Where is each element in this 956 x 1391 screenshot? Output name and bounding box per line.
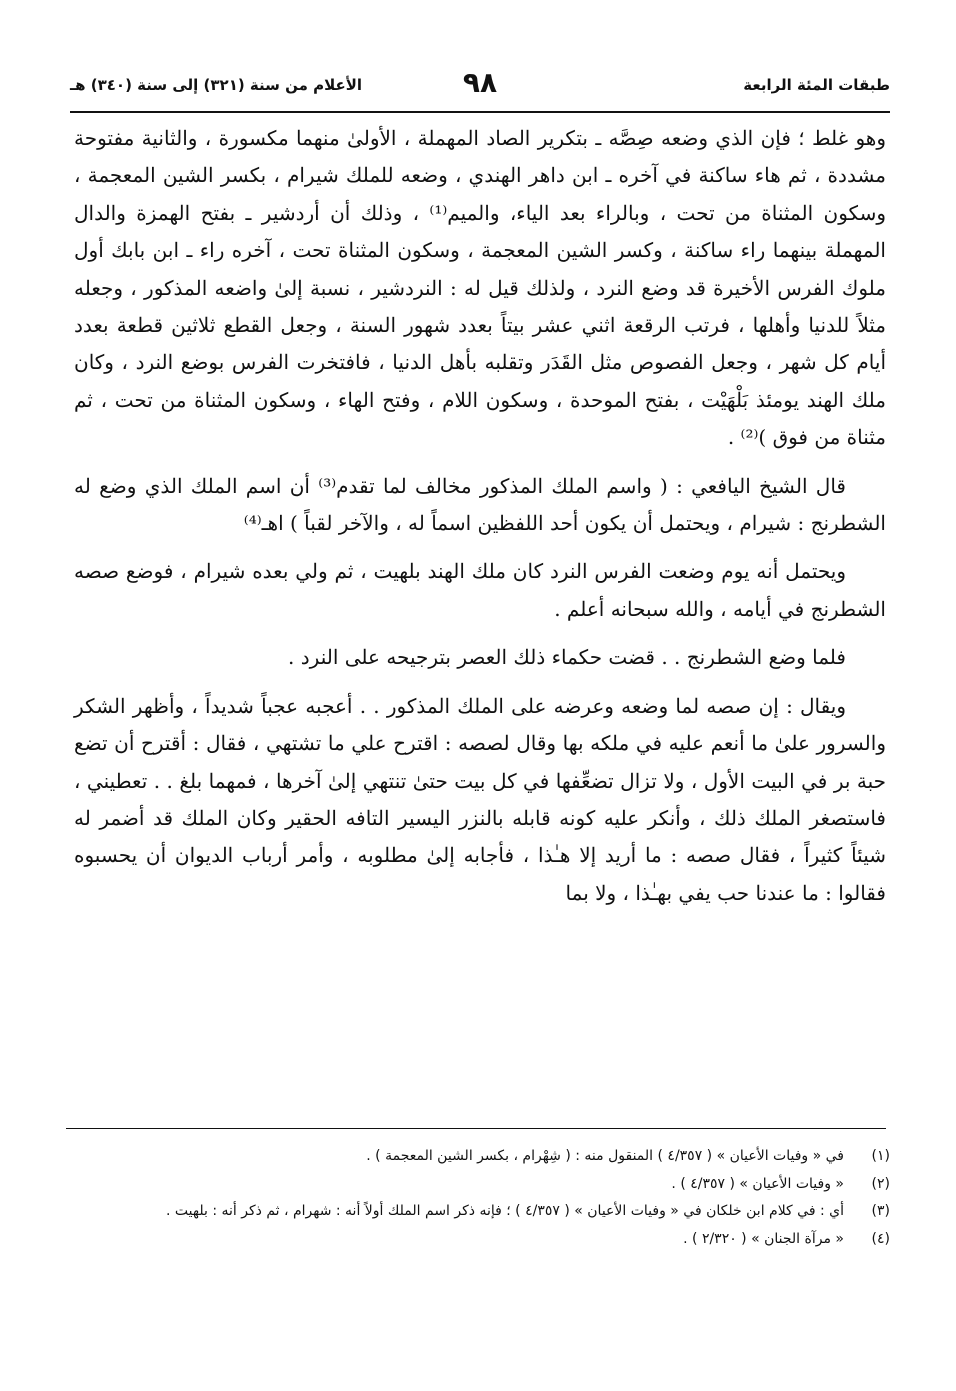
paragraph: ويحتمل أنه يوم وضعت الفرس النرد كان ملك الهند بلهيت ، ثم ولي بعده شيرام ، فوضع صصه الشطرنج في أيامه ، والله سبحانه أعلم .: [74, 559, 886, 621]
footnote-text: في « وفيات الأعيان » ( ٤/٣٥٧ ) المنقول منه : ( شِهْرام ، بكسر الشين المعجمة ) .: [366, 1148, 844, 1164]
header-section-title: طبقات المئة الرابعة: [743, 76, 890, 94]
footnote: [74, 1171, 890, 1199]
paragraph: قال الشيخ اليافعي : ( واسم الملك المذكور مخالف لما تقدم⁽³⁾ أن اسم الملك الذي وضع له الشطرنج : شيرام ، ويحتمل أن يكون أحد اللفظين اسماً له ، والآخر لقباً ) اهـ⁽⁴⁾: [74, 473, 886, 536]
main-text: [74, 120, 886, 912]
page-number: ٩٨: [462, 66, 498, 99]
header-chapter-title: الأعلام من سنة (٣٢١) إلى سنة (٣٤٠) هـ: [70, 76, 363, 94]
footnote-number: (٢): [871, 1175, 890, 1192]
footnote-text: « وفيات الأعيان » ( ٤/٣٥٧ ) .: [671, 1175, 844, 1192]
footnote: [74, 1198, 890, 1226]
paragraph: وهو غلط ؛ فإن الذي وضعه صِصَّه ـ بتكرير الصاد المهملة ، الأولىٰ منهما مكسورة ، والثانية مفتوحة مشددة ، ثم هاء ساكنة في آخره ـ ابن داهر الهندي ، وضعه للملك شيرام ، بكسر الشين المعجمة ، وسكون المثناة من تحت ، وبالراء بعد الياء، والميم⁽¹⁾ ، وذلك أن أردشير ـ بفتح الهمزة والدال المهملة بينهما راء ساكنة ، وكسر الشين المعجمة ، وسكون المثناة تحت ، آخره راء ـ ابن بابك أول ملوك الفرس الأخيرة قد وضع النرد ، ولذلك قيل له : النردشير ، نسبة إلىٰ واضعه المذكور ، وجعله مثلاً للدنيا وأهلها ، فرتب الرقعة اثني عشر بيتاً بعدد شهور السنة ، وجعل القطع ثلاثين قطعة بعدد أيام كل شهر ، وجعل الفصوص مثل القَدَر وتقلبه بأهل الدنيا ، فافتخرت الفرس بوضع النرد ، وكان ملك الهند يومئذ بَلْهَيْت ، بفتح الموحدة ، وسكون اللام ، وفتح الهاء ، وسكون المثناة من تحت ، ثم مثناة من فوق )⁽²⁾ .: [74, 126, 887, 450]
header-rule: [70, 111, 890, 113]
footnote: [74, 1226, 890, 1254]
footnote-number: (٤): [871, 1230, 890, 1247]
paragraph: فلما وضع الشطرنج . . قضت حكماء ذلك العصر بترجيحه على النرد .: [288, 645, 846, 670]
footnote-number: (٣): [871, 1203, 890, 1219]
footnotes: [74, 1143, 890, 1253]
footnote-number: (١): [871, 1148, 890, 1164]
footnote-text: أي : في كلام ابن خلكان في « وفيات الأعيان » ( ٤/٣٥٧ ) ؛ فإنه ذكر اسم الملك أولاً أنه : شهرام ، ثم ذكر أنه : بلهيت .: [166, 1203, 844, 1219]
running-header: [70, 68, 890, 108]
footnote-rule: [66, 1128, 886, 1129]
paragraph: ويقال : إن صصه لما وضعه وعرضه على الملك المذكور . . أعجبه عجباً شديداً ، وأظهر الشكر والسرور علىٰ ما أنعم عليه في ملكه بها وقال لصصه : اقترح علي ما تشتهي ، فقال : أقترح أن تضع حبة بر في البيت الأول ، ولا تزال تضعِّفها في كل بيت حتىٰ تنتهي إلىٰ آخرها ، فمهما بلغ . . تعطيني ، فاستصغر الملك ذلك ، وأنكر عليه كونه قابله بالنزر اليسير التافه الحقير وكان الملك قد أضمر له شيئاً كثيراً ، فقال صصه : ما أريد إلا هـٰذا ، فأجابه إلىٰ مطلوبه ، وأمر أرباب الديوان أن يحسبوه فقالوا : ما عندنا حب يفي بهـٰذا ، ولا بما: [74, 693, 886, 905]
footnote-text: « مرآة الجنان » ( ٢/٣٢٠ ) .: [683, 1230, 844, 1247]
footnote: [74, 1143, 890, 1171]
